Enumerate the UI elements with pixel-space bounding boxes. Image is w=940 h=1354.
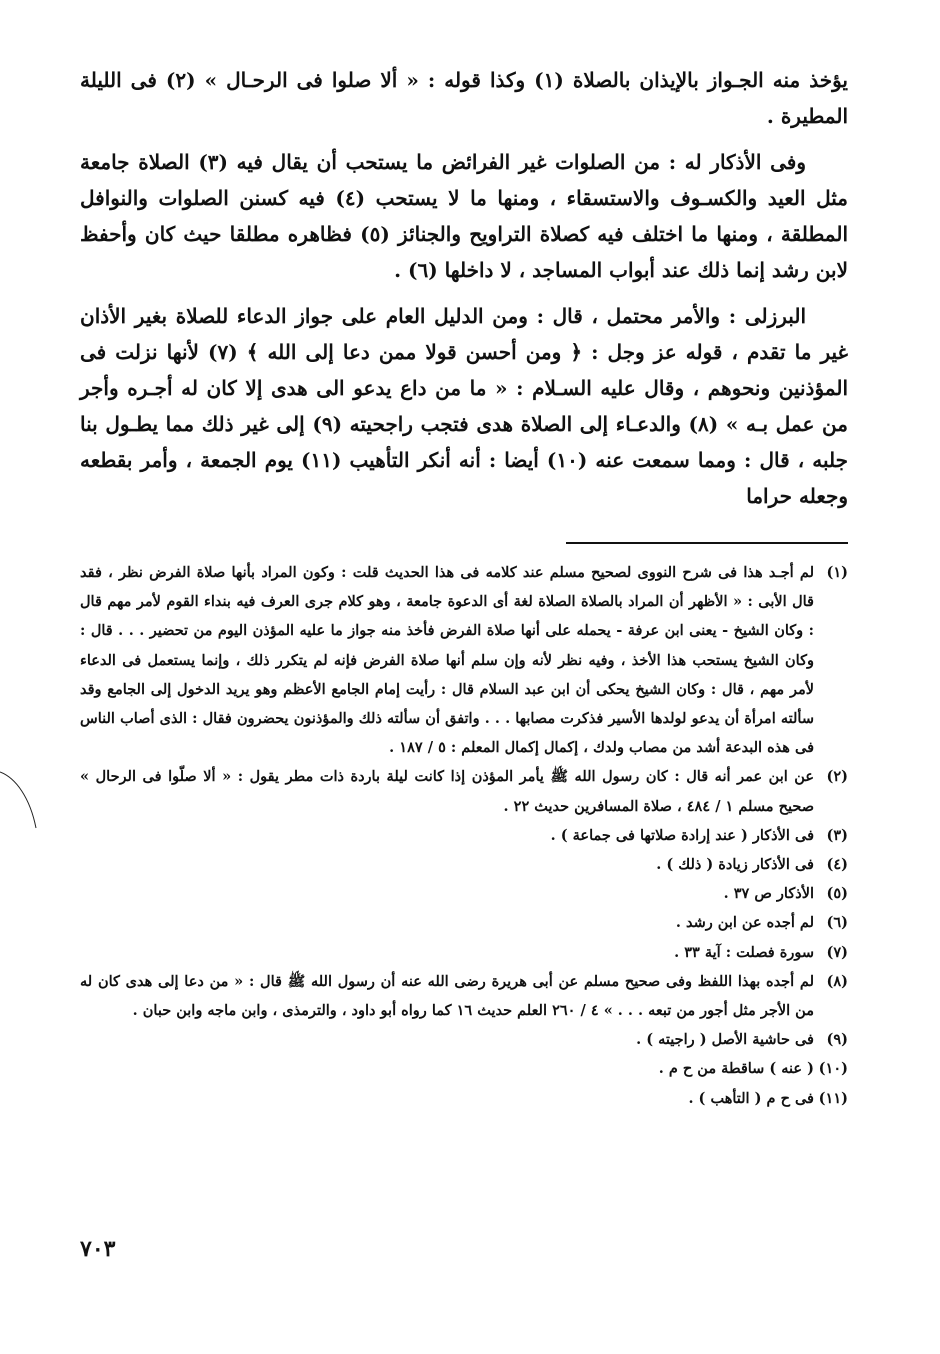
footnote-2: [80, 762, 848, 820]
footnote-8: [80, 967, 848, 1025]
footnote-text: الأذكار ص ٣٧ .: [723, 885, 814, 903]
footnote-3: [80, 821, 848, 850]
footnote-5: [80, 879, 848, 908]
footnote-text: لم أجده بهذا اللفظ وفى صحيح مسلم عن أبى هريرة رضى الله عنه أن رسول الله ﷺ قال : « من دعا إلى هدى كان له من الأجر مثل أجور من تبعه . . . » ٤ / ٢٦٠ العلم حديث ١٦ كما رواه أبو داود ، والترمذى ، وابن ماجه وابن حبان .: [80, 972, 814, 1020]
footnote-text: فى الأذكار زيادة ( ذلك ) .: [656, 856, 814, 874]
paragraph-3: البرزلى : والأمر محتمل ، قال : ومن الدليل العام على جواز الدعاء للصلاة بغير الأذان غير ما تقدم ، قوله عز وجل : ﴿ ومن أحسن قولا ممن دعا إلى الله ﴾ (٧) لأنها نزلت فى المؤذنين ونحوهم ، وقال عليه السـلام : « ما من داع يدعو الى هدى إلا كان له أجـره وأجر من عمل بـه » (٨) والدعـاء إلى الصلاة هدى فتجب راجحيته (٩) إلى غير ذلك مما يطـول بنا جلبه ، قال : ومما سمعت عنه (١٠) أيضا : أنه أنكر التأهيب (١١) يوم الجمعة ، وأمر بقطعه وجعله حراما: [80, 304, 848, 508]
footnote-number: (٢): [826, 768, 848, 786]
footnote-number: (١٠): [818, 1060, 848, 1078]
footnotes: [80, 558, 848, 1113]
footnote-number: (٩): [826, 1031, 848, 1049]
footnote-text: فى ح م ( التأهب ) .: [688, 1089, 814, 1107]
footnote-text: فى حاشية الأصل ( راجيته ) .: [636, 1031, 814, 1049]
footnote-10: [80, 1054, 848, 1083]
footnote-number: (٦): [826, 914, 848, 932]
footnote-text: ( عنه ) ساقطة من ح م .: [658, 1060, 814, 1078]
main-text: [80, 62, 848, 524]
footnote-number: (٧): [826, 943, 848, 961]
footnote-number: (٨): [826, 972, 848, 990]
footnote-7: [80, 938, 848, 967]
footnote-number: (١١): [818, 1089, 848, 1107]
footnote-text: سورة فصلت : آية ٣٣ .: [674, 943, 814, 961]
footnote-number: (٣): [826, 826, 848, 844]
footnote-number: (١): [826, 564, 848, 581]
footnote-1: [80, 558, 848, 762]
footnote-4: [80, 850, 848, 879]
footnote-text: لم أجـد هذا فى شرح النووى لصحيح مسلم عند كلامه فى هذا الحديث قلت : وكون المراد بأنها صلاة الفرض نظر ، فقد قال الأبى : « الأظهر أن المراد بالصلاة الصلاة لغة أى الدعوة جامعة ، وهو كلام جرى العرف فيه بنداء القوم لأمر مهم قال : وكان الشيخ - يعنى ابن عرفة - يحمله على أنها صلاة الفرض فأخذ منه جواز ما عليه المؤذن اليوم من تحضير . . . قال : وكان الشيخ يستحب هذا الأخذ ، وفيه نظر لأنه وإن سلم أنها صلاة الفرض فإنه لم يتكرر ذلك ، وإنما يستعمل فى الدعاء لأمر مهم ، قال : وكان الشيخ يحكى أن ابن عبد السلام قال : رأيت إمام الجامع الأعظم وهو يريد الدخول إلى الجامع وقد سألته امرأة أن يدعو لولدها الأسير فذكرت مصابها . . . واتفق أن سألته ذلك والمؤذنون يحضرون فقال : الذى أصاب الناس فى هذه البدعة أشد من مصاب ولدك ، إكمال إكمال المعلم : ٥ / ١٨٧ .: [80, 564, 814, 757]
footnote-text: فى الأذكار ( عند إرادة صلاتها فى جماعة ) .: [550, 826, 814, 844]
page-number: ٧٠٣: [80, 1236, 116, 1262]
footnote-11: [80, 1084, 848, 1113]
footnote-6: [80, 908, 848, 937]
page-edge-mark: [0, 770, 40, 830]
paragraph-2: وفى الأذكار له : من الصلوات غير الفرائض ما يستحب أن يقال فيه (٣) الصلاة جامعة مثل العيد والكسـوف والاستسقاء ، ومنها ما لا يستحب (٤) فيه كسنن الصلوات والنوافل المطلقة ، ومنها ما اختلف فيه كصلاة التراويح والجنائز (٥) فظاهره مطلقا حيث كان وأحفظ لابن رشد إنما ذلك عند أبواب المساجد ، لا داخلها (٦) .: [80, 150, 848, 282]
footnote-text: عن ابن عمر أنه قال : كان رسول الله ﷺ يأمر المؤذن إذا كانت ليلة باردة ذات مطر يقول : « ألا صلّوا فى الرحال » صحيح مسلم ١ / ٤٨٤ ، صلاة المسافرين حديث ٢٢ .: [80, 768, 814, 815]
paragraph-1: يؤخذ منه الجـواز بالإيذان بالصلاة (١) وكذا قوله : « ألا صلوا فى الرحـال » (٢) فى الليلة المطيرة .: [80, 68, 848, 128]
footnote-number: (٥): [826, 885, 848, 903]
footnote-divider: [566, 542, 848, 544]
footnote-9: [80, 1025, 848, 1054]
footnote-text: لم أجده عن ابن رشد .: [675, 914, 814, 932]
footnote-number: (٤): [826, 856, 848, 874]
